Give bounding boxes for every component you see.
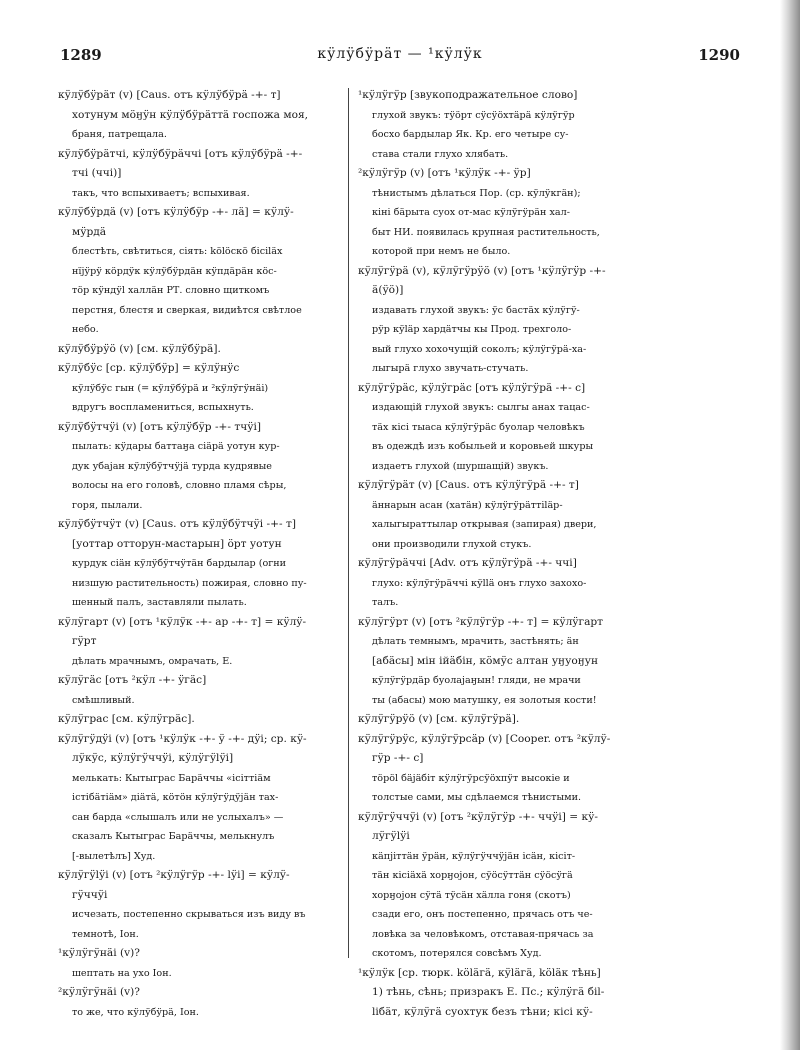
column-divider [348, 88, 349, 958]
entry-headword-line: кӱлӱгӱдӱі (v) [отъ ¹кӱлӱк -+- ӱ -+- дӱі; ср. кӱ- [58, 732, 307, 745]
entry-headword-line: кӱлӱгӱрӓ (v), кӱлӱгӱрӱӧ (v) [отъ ¹кӱлӱгӱр -+- [358, 264, 606, 277]
entry-headword-line: кӱлӱгӱlӱі (v) [отъ ²кӱлӱгӱр -+- lӱі] = кӱлӱ- [58, 869, 290, 881]
dictionary-entry [58, 418, 358, 516]
entry-headword-line: ¹кӱлӱк [ср. тюрк. kӧlӓгӓ, кӱlӓгӓ, kӧlӓк тѣнь] [358, 966, 601, 979]
entry-text-line: ты (абасы) мою матушку, ея золотыя кости! [372, 694, 597, 706]
entry-text-line: тӓн кісіӓхӓ хорӈојон, сӱӧсӱттӓн сӱӧсӱгӓ [372, 870, 573, 881]
entry-text-line: става стали глухо хлябать. [372, 148, 509, 160]
entry-text-line: смѣшливый. [72, 694, 135, 706]
entry-text-line: босхо бардылар Як. Кр. его четыре су- [372, 129, 569, 140]
entry-text-line: ӓннарын асан (хатӓн) кӱлӱгӱрӓттіlӓр- [372, 499, 563, 511]
entry-headword-line: кӱлӱбӱтчӱт (v) [Caus. отъ кӱлӱбӱтчӱі -+- т] [58, 518, 296, 530]
entry-text-line: горя, пылали. [72, 499, 143, 511]
entry-text-line: браня, патрещала. [72, 129, 167, 140]
right-column [358, 86, 644, 1022]
entry-text-line: халыгыраттылар открывая (запирая) двери, [372, 519, 597, 530]
dictionary-entry [358, 164, 644, 262]
entry-text-line: нїјӱрӱ кӧрдӱк кӱлӱбӱрдӓн кӱпдӓрӓн кӧс- [72, 265, 277, 277]
entry-text-line: то же, что кӱлӱбӱрӓ, Іон. [72, 1006, 199, 1018]
dictionary-entry [358, 613, 644, 711]
entry-text-line: исчезать, постепенно скрываться изъ виду въ [72, 909, 306, 920]
dictionary-entry [58, 515, 358, 613]
dictionary-entry [358, 86, 644, 164]
entry-text-line: толстые сами, мы сдѣлаемся тѣнистыми. [372, 792, 582, 803]
entry-text-line: тӧр кӱндӱl халлӓн РТ. словно щиткомъ [72, 285, 270, 296]
entry-text-line: тӓх кісі тыаса кӱлӱгӱрӓс буолар человѣкъ [372, 421, 585, 433]
entry-text-line: мелькать: Кытыграс Барӓччы «ісіттіӓм [72, 772, 271, 784]
entry-text-line: лӱкӱс, кӱлӱгӱччӱі, кӱлӱгӱlӱі] [72, 752, 234, 764]
entry-headword-line: ¹кӱлӱгӱнӓі (v)? [58, 947, 140, 959]
entry-text-line: [уоттар отторун-мастарын] ӧрт уотун [72, 537, 282, 550]
entry-text-line: сан барда «слышалъ или не услыхалъ» — [72, 811, 284, 823]
entry-text-line: перстня, блестя и сверкая, видиѣтся свѣтлое [72, 304, 302, 316]
entry-headword-line: кӱлӱгӱрӓт (v) [Caus. отъ кӱлӱгӱрӓ -+- т] [358, 479, 579, 491]
entry-headword-line: кӱлӱбӱрӓтчі, кӱлӱбӱрӓччі [отъ кӱлӱбӱрӓ -+- [58, 147, 303, 160]
entry-text-line: издавать глухой звукъ: ӱс бастӓх кӱлӱгӱ- [372, 304, 580, 316]
dictionary-entry [358, 476, 644, 554]
entry-text-line: темнотѣ, Іон. [72, 928, 139, 940]
dictionary-entry [58, 710, 358, 730]
entry-text-line: вдругъ воспламениться, вспыхнуть. [72, 402, 254, 413]
entry-text-line: глухой звукъ: тӱӧрт сӱсӱӧхтӓрӓ кӱлӱгӱр [372, 109, 575, 121]
entry-text-line: шенный палъ, заставляли пылать. [72, 597, 247, 608]
entry-headword-line: кӱлӱграс [см. кӱлӱгрӓс]. [58, 713, 195, 725]
entry-text-line: кӱлӱбӱс гын (= кӱлӱбӱрӓ и ²кӱлӱгӱнӓі) [72, 382, 269, 394]
entry-headword-line: кӱлӱгӓс [отъ ²кӱл -+- ӱгӓс] [58, 674, 207, 686]
entry-text-line: скотомъ, потерялся совсѣмъ Худ. [372, 948, 542, 959]
entry-text-line: такъ, что вспыхиваетъ; вспыхивая. [72, 187, 250, 199]
entry-text-line: хорӈојон сӱтӓ тӱсӓн хӓлла гоня (скотъ) [372, 889, 571, 901]
dictionary-entry [358, 964, 644, 1023]
page-number-left: 1289 [60, 46, 102, 64]
entry-text-line: істібӓтіӓм» діӓтӓ, кӧтӧн кӱлӱгӱдӱјӓн тах- [72, 792, 279, 803]
entry-headword-line: ²кӱлӱгӱнӓі (v)? [58, 986, 140, 998]
entry-text-line: быт НИ. появилась крупная растительность, [372, 226, 600, 238]
dictionary-entry [58, 866, 358, 944]
entry-headword-line: кӱлӱгӱрӓс, кӱлӱгрӓс [отъ кӱлӱгӱрӓ -+- с] [358, 381, 586, 394]
entry-text-line: ӓ(ӱӧ)] [372, 284, 404, 296]
entry-text-line: [-вылетѣлъ] Худ. [72, 850, 156, 862]
entry-text-line: мӱрдӓ [72, 225, 107, 238]
entry-text-line: 1) тѣнь, сѣнь; призракъ Е. Пс.; кӱлӱгӓ біl- [372, 986, 605, 998]
page-header [60, 46, 740, 68]
dictionary-entry [58, 613, 358, 672]
dictionary-entry [358, 554, 644, 613]
entry-text-line: кіні бӓрыта суох от-мас кӱлӱгӱрӓн хал- [372, 207, 570, 218]
dictionary-entry [358, 808, 644, 964]
entry-text-line: курдук сіӓн кӱлӱбӱтчӱтӓн бардылар (огни [72, 558, 287, 569]
entry-text-line: рӱр кӱlӓр хардӓтчы кы Прод. трехголо- [372, 324, 572, 335]
entry-headword-line: ²кӱлӱгӱр (v) [отъ ¹кӱлӱк -+- ӱр] [358, 167, 531, 179]
entry-text-line: кӱлӱгӱрдӓр буолаjаӈын! гляди, не мрачи [372, 675, 581, 686]
entry-text-line: небо. [72, 324, 99, 335]
running-title: кӱлӱбӱрӓт — ¹кӱлӱк [317, 46, 483, 62]
entry-text-line: низшую растительность) пожирая, словно пу- [72, 577, 307, 589]
entry-text-line: тӧрӧl бӓjӓбіт кӱлӱгӱрсӱӧхпӱт высокіе и [372, 772, 570, 784]
dictionary-entry [358, 262, 644, 379]
entry-headword-line: кӱлӱгӱрӱс, кӱлӱгӱрсӓр (v) [Cooper. отъ ²кӱлӱ- [358, 732, 611, 745]
entry-text-line: лӱгӱlӱі [372, 830, 410, 842]
entry-text-line: глухо: кӱлӱгӱрӓччі кӱllӓ онъ глухо захохо- [372, 577, 587, 589]
entry-text-line: гӱрт [72, 635, 97, 647]
entry-text-line: сказалъ Кытыграс Барӓччы, мелькнулъ [72, 831, 275, 842]
dictionary-entry [58, 944, 358, 983]
entry-headword-line: кӱлӱбӱрӓт (v) [Caus. отъ кӱлӱбӱрӓ -+- т] [58, 89, 281, 101]
entry-headword-line: кӱлӱгӱрт (v) [отъ ²кӱлӱгӱр -+- т] = кӱлӱгарт [358, 615, 604, 628]
entry-text-line: лыгырӓ глухо звучать-стучать. [372, 363, 529, 374]
entry-text-line: волосы на его головѣ, словно пламя сѣры, [72, 480, 287, 491]
entry-headword-line: кӱлӱбӱс [ср. кӱлӱбӱр] = кӱлӱнӱс [58, 362, 240, 374]
entry-text-line: хотунум мӧӈӱн кӱлӱбӱрӓттӓ госпожа моя, [72, 108, 309, 121]
entry-text-line: они производили глухой стукъ. [372, 538, 532, 550]
left-column [58, 86, 358, 1022]
entry-text-line: [абӓсы] мін ійӓбін, кӧмӱс алтан уӈуоӈун [372, 654, 599, 667]
entry-headword-line: кӱлӱбӱрдӓ (v) [отъ кӱлӱбӱр -+- лӓ] = кӱлӱ- [58, 206, 294, 218]
entry-headword-line: кӱлӱгӱччӱі (v) [отъ ²кӱлӱгӱр -+- ччӱі] = кӱ- [358, 810, 598, 823]
entry-text-line: lібӓт, кӱлӱгӓ суохтук безъ тѣни; кісі кӱ- [372, 1005, 593, 1018]
dictionary-entry [58, 340, 358, 360]
entry-text-line: сзади его, онъ постепенно, прячась отъ че- [372, 909, 593, 920]
entry-text-line: дѣлать темнымъ, мрачить, застѣнять; ӓн [372, 636, 579, 647]
entry-text-line: тчі (ччі)] [72, 167, 122, 179]
dictionary-entry [58, 671, 358, 710]
dictionary-entry [58, 359, 358, 418]
entry-text-line: гӱр -+- с] [372, 752, 424, 764]
dictionary-entry [58, 730, 358, 867]
dictionary-entry [58, 983, 358, 1022]
entry-text-line: которой при немъ не было. [372, 246, 511, 257]
entry-text-line: въ одеждѣ изъ кобыльей и коровьей шкуры [372, 441, 594, 452]
entry-headword-line: кӱлӱгӱрӱӧ (v) [см. кӱлӱгӱрӓ]. [358, 713, 520, 725]
entry-text-line: тѣнистымъ дѣлаться Пор. (ср. кӱлӱкгӓн); [372, 187, 581, 199]
entry-text-line: пылать: кӱдары баттаӈа сіӓрӓ уотун кур- [72, 441, 280, 452]
entry-headword-line: кӱлӱбӱтчӱі (v) [отъ кӱлӱбӱр -+- тчӱі] [58, 420, 261, 433]
entry-text-line: дук убајан кӱлӱбӱтчӱјӓ турда кудрявые [72, 460, 272, 472]
entry-text-line: ловѣка за человѣкомъ, отставая-прячась за [372, 928, 594, 940]
entry-text-line: шептать на ухо Іон. [72, 967, 172, 979]
entry-headword-line: ¹кӱлӱгӱр [звукоподражательное слово] [358, 89, 578, 101]
entry-text-line: издаетъ глухой (шуршащій) звукъ. [372, 460, 549, 472]
dictionary-entry [58, 203, 358, 340]
dictionary-entry [358, 710, 644, 730]
entry-text-line: блестѣть, свѣтиться, сіять: kӧlӧскӧ бісіlӓх [72, 246, 283, 257]
dictionary-entry [358, 379, 644, 477]
page-edge-shadow [780, 0, 800, 1050]
dictionary-entry [58, 86, 358, 145]
entry-text-line: гӱччӱі [72, 888, 108, 901]
dictionary-entry [358, 730, 644, 808]
entry-headword-line: кӱлӱгӱрӓччі [Adv. отъ кӱлӱгӱрӓ -+- ччі] [358, 557, 577, 569]
entry-text-line: издающій глухой звукъ: сылгы анах тацас- [372, 402, 590, 413]
entry-text-line: кӓпjіттӓн ӱрӓн, кӱлӱгӱччӱjӓн ісӓн, кісіт- [372, 850, 576, 862]
entry-text-line: дѣлать мрачнымъ, омрачать, Е. [72, 655, 233, 667]
entry-text-line: вый глухо хохочущій соколъ; кӱлӱгӱрӓ-ха- [372, 343, 587, 355]
entry-headword-line: кӱлӱгарт (v) [отъ ¹кӱлӱк -+- ар -+- т] = кӱлӱ- [58, 615, 307, 628]
page-number-right: 1290 [698, 46, 740, 64]
entry-text-line: талъ. [372, 597, 399, 608]
entry-headword-line: кӱлӱбӱрӱӧ (v) [см. кӱлӱбӱрӓ]. [58, 342, 221, 355]
dictionary-entry [58, 145, 358, 204]
